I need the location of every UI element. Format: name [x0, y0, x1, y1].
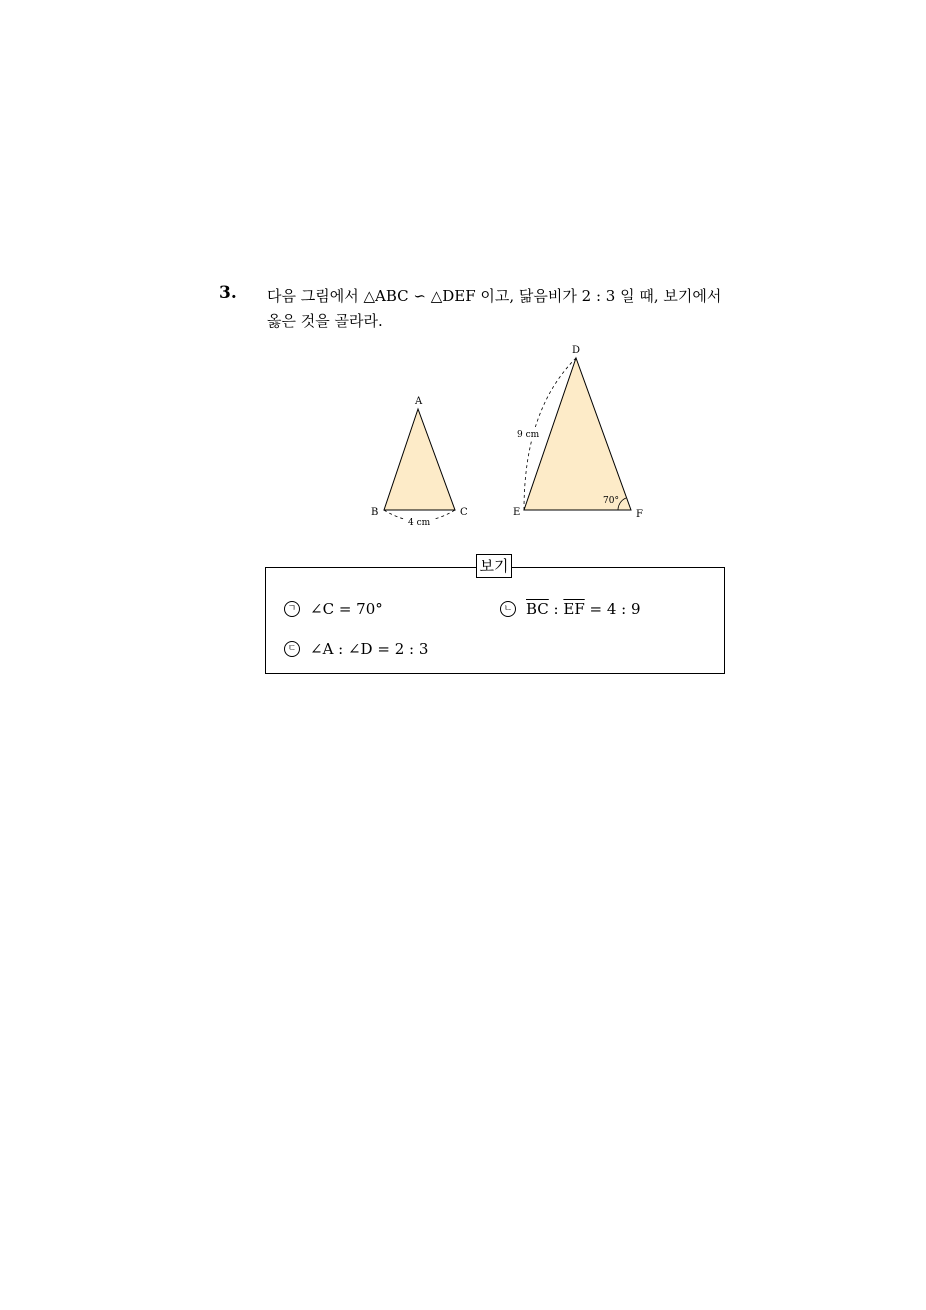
label-d: D [572, 345, 581, 356]
label-c: C [460, 507, 468, 518]
bogi-item-3 [284, 640, 428, 658]
label-e: E [513, 507, 521, 518]
problem-number: 3. [219, 283, 237, 303]
triangle-def [524, 358, 631, 510]
segment-bc: $\overline{BC}$ [526, 600, 549, 618]
segment-ef: $\overline{EF}$ [563, 600, 585, 618]
side-bc-label: 4 cm [408, 518, 431, 528]
bogi-item-2 [500, 600, 641, 618]
label-f: F [636, 509, 643, 520]
side-de-label: 9 cm [517, 430, 540, 440]
question-line-2: 옳은 것을 골라라. [267, 312, 383, 330]
question-text [267, 284, 767, 334]
triangle-abc [384, 409, 455, 510]
bogi-item-1 [284, 600, 383, 618]
bogi-item-3-marker: ㄷ [284, 641, 300, 657]
bogi-title: 보기 [476, 554, 512, 578]
bogi-item-1-text: ∠C = 70° [310, 600, 383, 618]
bogi-item-2-separator: : [548, 600, 564, 618]
bogi-item-3-text: ∠A : ∠D = 2 : 3 [310, 640, 429, 658]
angle-f-label: 70° [603, 496, 619, 506]
label-b: B [371, 507, 379, 518]
bogi-item-1-marker: ㄱ [284, 601, 300, 617]
bogi-item-2-ratio: = 4 : 9 [584, 600, 641, 618]
bogi-item-2-marker: ㄴ [500, 601, 516, 617]
question-line-1: 다음 그림에서 △ABC ∽ △DEF 이고, 닮음비가 2 : 3 일 때, 보기에서 [267, 287, 722, 305]
label-a: A [415, 396, 423, 407]
similar-triangles-figure [360, 340, 660, 540]
